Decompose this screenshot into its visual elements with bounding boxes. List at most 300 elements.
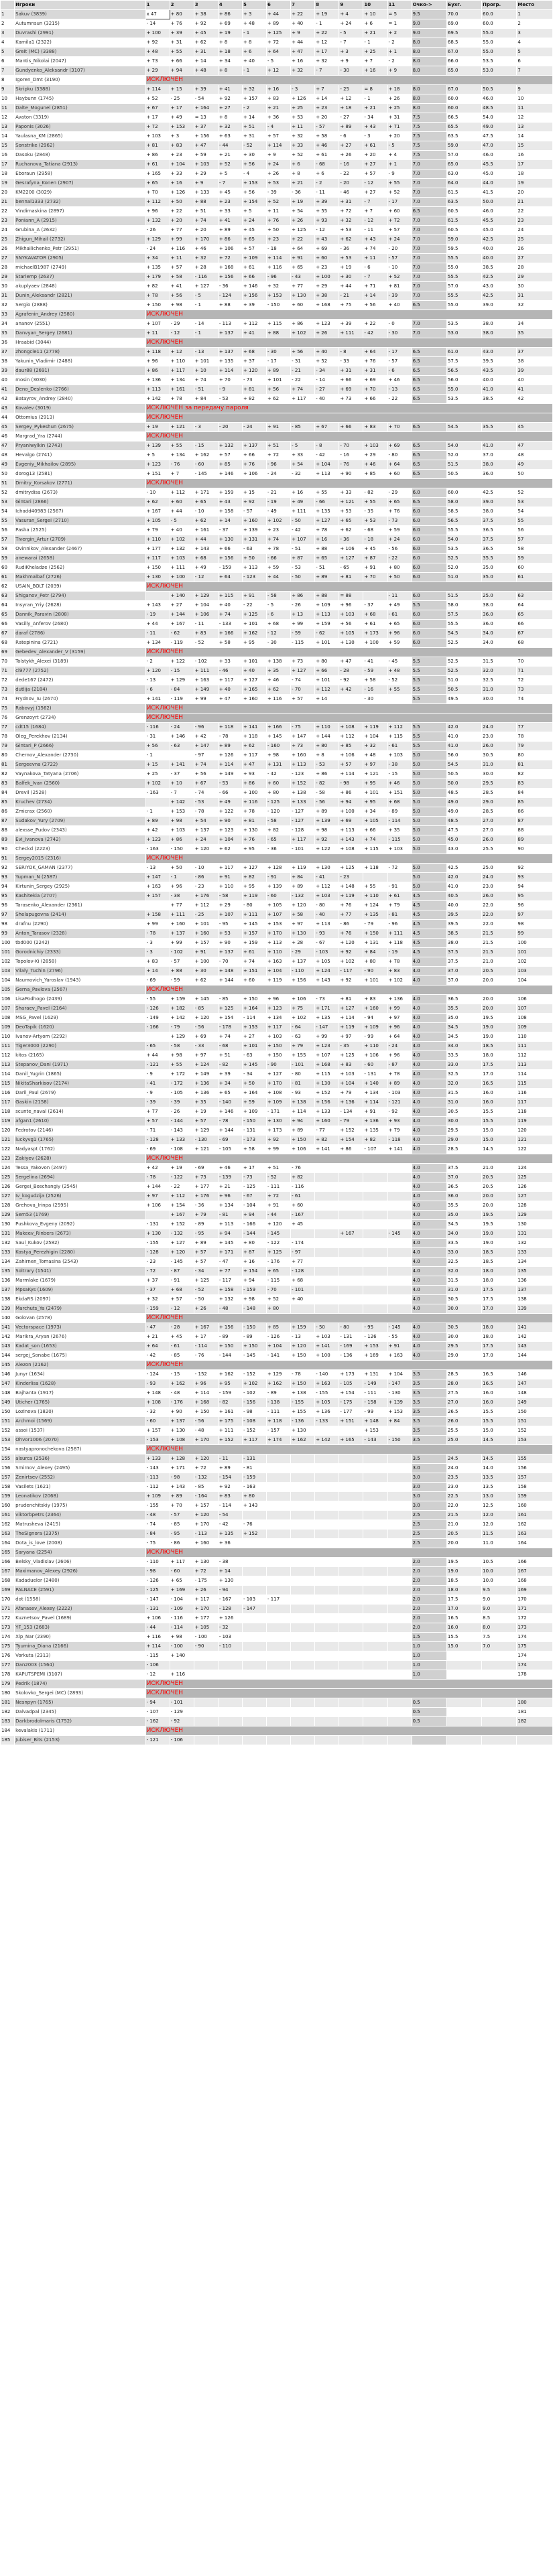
round-result[interactable]: + 130 [291,929,315,939]
round-result[interactable]: - 57 [170,1511,194,1520]
player-name-link[interactable]: anewarai (2658) [15,554,145,563]
round-result[interactable]: - 106 [145,1661,170,1670]
round-result[interactable]: + 148 [363,1417,387,1426]
round-result[interactable]: + 79 [339,1089,363,1098]
round-result[interactable]: - 13 [387,385,412,395]
round-result[interactable]: + 92 [194,19,218,29]
round-result[interactable]: + 113 [291,760,315,770]
round-result[interactable]: + 149 [218,770,242,779]
round-result[interactable]: + 57 [267,132,291,141]
player-name-link[interactable]: nastyapronochekova (2587) [15,1445,145,1454]
round-result[interactable] [339,1614,363,1623]
round-result[interactable]: - 91 [387,882,412,892]
round-result[interactable]: + 20 [387,132,412,141]
round-result[interactable]: + 64 [145,1342,170,1351]
round-result[interactable]: - 116 [145,723,170,732]
round-result[interactable] [387,1651,412,1661]
round-result[interactable]: - 12 [145,1670,170,1680]
round-result[interactable]: + 85 [363,470,387,479]
round-result[interactable] [339,1248,363,1258]
player-name-link[interactable]: RudiKheladze (2562) [15,563,145,573]
round-result[interactable]: - 11 [387,592,412,601]
round-result[interactable]: + 101 [242,620,266,629]
round-result[interactable] [363,873,387,882]
round-result[interactable] [291,1633,315,1642]
column-header[interactable]: Прогр. [482,1,517,10]
round-result[interactable]: + 98 [267,751,291,760]
round-result[interactable]: + 161 [170,385,194,395]
round-result[interactable]: + 70 [145,188,170,198]
round-result[interactable]: - 145 [242,1351,266,1361]
round-result[interactable]: - 103 [315,948,339,957]
round-result[interactable]: - 12 [363,179,387,188]
round-result[interactable]: + 31 [242,132,266,141]
column-header[interactable]: 6 [267,1,291,10]
round-result[interactable] [339,1304,363,1314]
player-name-link[interactable]: Sergeevna (2722) [15,760,145,770]
round-result[interactable]: - 1 [170,873,194,882]
round-result[interactable] [291,1501,315,1511]
round-result[interactable]: + 80 [315,742,339,751]
round-result[interactable]: + 137 [170,1417,194,1426]
round-result[interactable]: - 116 [194,273,218,282]
round-result[interactable]: - 152 [194,1370,218,1379]
round-result[interactable]: - 69 [145,976,170,986]
round-result[interactable]: + 157 [145,1426,170,1436]
round-result[interactable]: + 86 [170,835,194,845]
player-name-link[interactable]: Deno_Deslenko (2766) [15,385,145,395]
round-result[interactable] [339,1258,363,1267]
round-result[interactable]: + 134 [218,1201,242,1211]
player-name-link[interactable]: Makhmalbaf (2726) [15,573,145,582]
round-result[interactable]: + 56 [291,348,315,357]
round-result[interactable]: + 114 [339,1014,363,1023]
round-result[interactable]: + 111 [170,563,194,573]
round-result[interactable]: + 40 [387,301,412,310]
round-result[interactable]: + 90 [339,470,363,479]
round-result[interactable]: + 81 [145,141,170,151]
round-result[interactable]: - 27 [339,113,363,123]
player-name-link[interactable]: Autumnsun (3215) [15,19,145,29]
round-result[interactable]: + 146 [242,282,266,291]
round-result[interactable]: + 173 [267,1126,291,1136]
round-result[interactable]: + 43 [363,123,387,132]
round-result[interactable]: + 67 [194,779,218,789]
round-result[interactable]: + 151 [339,1417,363,1426]
round-result[interactable]: + 104 [315,460,339,470]
round-result[interactable] [194,1708,218,1717]
round-result[interactable]: + 129 [267,1370,291,1379]
round-result[interactable]: - 159 [218,563,242,573]
round-result[interactable]: + 147 [145,873,170,882]
round-result[interactable]: + 146 [218,1107,242,1117]
round-result[interactable]: + 153 [363,1426,387,1436]
round-result[interactable]: + 89 [291,1126,315,1136]
round-result[interactable]: - 80 [242,901,266,910]
round-result[interactable]: - 103 [242,1595,266,1605]
round-result[interactable] [267,1605,291,1614]
player-name-link[interactable]: Marmlake (1679) [15,1276,145,1286]
round-result[interactable]: - 125 [267,798,291,807]
round-result[interactable]: + 74 [267,535,291,545]
round-result[interactable]: - 20 [339,179,363,188]
round-result[interactable]: + 29 [315,282,339,291]
round-result[interactable]: + 76 [242,460,266,470]
round-result[interactable]: + 168 [194,1398,218,1408]
round-result[interactable]: + 168 [315,301,339,310]
round-result[interactable]: + 140 [170,592,194,601]
round-result[interactable]: + 111 [242,910,266,920]
round-result[interactable]: + 150 [145,563,170,573]
round-result[interactable]: + 53 [291,113,315,123]
round-result[interactable]: + 23 [170,151,194,160]
round-result[interactable] [387,1736,412,1745]
round-result[interactable] [291,1605,315,1614]
round-result[interactable]: - 36 [194,1201,218,1211]
round-result[interactable]: + 21 [363,104,387,113]
round-result[interactable]: + 69 [387,442,412,451]
round-result[interactable]: + 69 [194,1032,218,1042]
round-result[interactable]: - 133 [315,1417,339,1426]
round-result[interactable]: + 92 [339,948,363,957]
round-result[interactable]: + 74 [363,835,387,845]
round-result[interactable]: - 11 [363,226,387,235]
round-result[interactable]: - 113 [145,1473,170,1483]
player-name-link[interactable]: Dan2003 (1564) [15,1661,145,1670]
round-result[interactable]: - 6 [267,610,291,620]
round-result[interactable]: - 8 [339,348,363,357]
player-name-link[interactable]: Vilaly_Tuchin (2796) [15,967,145,976]
player-name-link[interactable]: Ohvor1006 (2070) [15,1436,145,1445]
round-result[interactable]: + 116 [242,798,266,807]
round-result[interactable] [267,1670,291,1680]
round-result[interactable]: + 81 [387,282,412,291]
round-result[interactable]: + 30 [339,273,363,282]
round-result[interactable]: + 114 [291,1107,315,1117]
round-result[interactable]: + 46 [363,460,387,470]
player-name-link[interactable]: Dota_is_love (2008) [15,1539,145,1548]
round-result[interactable]: + 8 [291,170,315,179]
round-result[interactable] [291,1661,315,1670]
round-result[interactable]: + 103 [339,610,363,620]
round-result[interactable] [339,1717,363,1726]
round-result[interactable]: + 143 [315,976,339,986]
round-result[interactable] [339,1501,363,1511]
round-result[interactable]: - 2 [387,57,412,66]
round-result[interactable]: - 70 [339,442,363,451]
round-result[interactable]: + 171 [218,1248,242,1258]
player-name-link[interactable]: Zakiyev (2628) [15,1154,145,1164]
round-result[interactable]: + 97 [363,760,387,770]
round-result[interactable]: - 173 [242,1136,266,1145]
round-result[interactable]: + 3 [242,10,266,19]
round-result[interactable]: + 91 [267,423,291,432]
round-result[interactable]: - 122 [170,1173,194,1182]
round-result[interactable]: - 67 [242,1192,266,1201]
round-result[interactable]: - 109 [170,1605,194,1614]
round-result[interactable]: - 50 [315,1323,339,1333]
round-result[interactable]: + 45 [242,226,266,235]
round-result[interactable]: - 89 [387,807,412,817]
player-name-link[interactable]: luckyvg1 (1765) [15,1136,145,1145]
player-name-link[interactable]: Kuznetsov_Pavel (1689) [15,1614,145,1623]
round-result[interactable]: + 127 [291,667,315,676]
round-result[interactable]: + 130 [267,1117,291,1126]
player-name-link[interactable]: Gintari_P (2666) [15,742,145,751]
round-result[interactable]: + 105 [315,957,339,967]
player-name-link[interactable]: Tarasenko_Alexander (2361) [15,901,145,910]
round-result[interactable]: + 167 [170,1211,194,1220]
round-result[interactable]: + 55 [170,1061,194,1070]
round-result[interactable]: + 44 [170,507,194,517]
round-result[interactable] [387,1473,412,1483]
round-result[interactable]: + 144 [170,610,194,620]
round-result[interactable]: - 131 [145,1220,170,1229]
round-result[interactable]: + 50 [242,1079,266,1089]
round-result[interactable]: + 86 [145,151,170,160]
round-result[interactable]: - 131 [339,1333,363,1342]
round-result[interactable]: - 124 [145,1370,170,1379]
round-result[interactable]: + 50 [170,198,194,207]
round-result[interactable]: + 135 [363,1126,387,1136]
round-result[interactable]: + 93 [315,216,339,226]
round-result[interactable]: - 80 [387,451,412,460]
round-result[interactable] [339,1286,363,1295]
round-result[interactable]: + 124 [194,1061,218,1070]
round-result[interactable]: + 117 [170,366,194,376]
round-result[interactable] [339,1164,363,1173]
round-result[interactable]: + 61 [145,160,170,170]
round-result[interactable]: + 120 [267,1220,291,1229]
round-result[interactable]: + 117 [242,751,266,760]
round-result[interactable] [363,1492,387,1501]
round-result[interactable]: + 102 [145,779,170,789]
round-result[interactable]: + 107 [315,1051,339,1061]
round-result[interactable]: - 12 [170,1304,194,1314]
player-name-link[interactable]: Ovinnikov_Alexander (2467) [15,545,145,554]
round-result[interactable] [194,1717,218,1726]
round-result[interactable]: + 23 [218,198,242,207]
round-result[interactable]: + 103 [315,892,339,901]
round-result[interactable]: + 170 [267,929,291,939]
round-result[interactable]: + 114 [194,1389,218,1398]
round-result[interactable]: + 107 [218,910,242,920]
round-result[interactable]: - 55 [387,1333,412,1342]
round-result[interactable]: + 54 [194,817,218,826]
round-result[interactable]: + 113 [315,920,339,929]
round-result[interactable]: - 133 [218,620,242,629]
round-result[interactable]: - 101 [291,845,315,854]
round-result[interactable]: + 80 [242,1239,266,1248]
round-result[interactable]: + 100 [194,957,218,967]
round-result[interactable]: + 81 [242,817,266,826]
player-name-link[interactable]: Shelapugovna (2414) [15,910,145,920]
round-result[interactable]: + 120 [339,939,363,948]
round-result[interactable]: + 132 [218,1295,242,1304]
round-result[interactable]: + 146 [170,732,194,742]
round-result[interactable]: - 114 [218,1501,242,1511]
round-result[interactable]: + 89 [315,573,339,582]
round-result[interactable]: + 75 [291,1004,315,1014]
round-result[interactable]: + 112 [387,723,412,732]
round-result[interactable]: + 26 [387,94,412,104]
round-result[interactable]: + 92 [145,38,170,48]
round-result[interactable]: + 9 [387,66,412,76]
round-result[interactable] [218,1698,242,1708]
round-result[interactable]: - 28 [170,1323,194,1333]
round-result[interactable]: + 165 [242,685,266,695]
round-result[interactable]: + 176 [194,1192,218,1201]
round-result[interactable]: - 92 [339,676,363,685]
round-result[interactable]: - 84 [170,685,194,695]
round-result[interactable]: - 114 [194,1342,218,1351]
round-result[interactable]: + 91 [267,1201,291,1211]
round-result[interactable]: - 131 [242,1454,266,1464]
round-result[interactable]: - 69 [218,1136,242,1145]
round-result[interactable]: - 63 [242,1051,266,1061]
round-result[interactable]: - 107 [363,1145,387,1154]
round-result[interactable]: - 49 [267,507,291,517]
round-result[interactable]: - 169 [339,1342,363,1351]
round-result[interactable]: - 108 [242,1417,266,1426]
round-result[interactable]: - 131 [145,1605,170,1614]
round-result[interactable]: + 119 [291,864,315,873]
player-name-link[interactable]: Soltrary (1541) [15,1267,145,1276]
round-result[interactable]: + 83 [145,957,170,967]
round-result[interactable] [291,1511,315,1520]
round-result[interactable] [339,1539,363,1548]
round-result[interactable]: - 97 [194,751,218,760]
round-result[interactable]: - 95 [218,920,242,929]
round-result[interactable]: + 135 [145,263,170,273]
round-result[interactable]: + 85 [339,742,363,751]
round-result[interactable]: - 166 [145,1023,170,1032]
round-result[interactable]: + 69 [218,19,242,29]
round-result[interactable]: + 123 [145,835,170,845]
round-result[interactable] [363,1567,387,1576]
round-result[interactable]: + 141 [170,760,194,770]
round-result[interactable] [387,1492,412,1501]
player-name-link[interactable]: Checkd (2223) [15,845,145,854]
round-result[interactable]: - 145 [387,1323,412,1333]
player-name-link[interactable]: Saul_Kukov (2582) [15,1239,145,1248]
round-result[interactable] [339,1567,363,1576]
round-result[interactable]: - 48 [194,1426,218,1436]
round-result[interactable]: - 41 [363,657,387,667]
round-result[interactable]: - 80 [315,901,339,910]
round-result[interactable] [339,1492,363,1501]
round-result[interactable]: + 133 [170,1136,194,1145]
round-result[interactable]: - 60 [267,892,291,901]
round-result[interactable]: - 39 [145,1098,170,1107]
round-result[interactable]: - 128 [145,1248,170,1258]
player-name-link[interactable]: dutlija (2184) [15,685,145,695]
round-result[interactable]: - 86 [194,873,218,882]
round-result[interactable]: - 98 [339,779,363,789]
round-result[interactable]: - 79 [339,1117,363,1126]
round-result[interactable]: - 22 [170,1182,194,1192]
round-result[interactable]: + 16 [242,1258,266,1267]
round-result[interactable] [339,1267,363,1276]
player-name-link[interactable]: Iv_kogudzija (2526) [15,1192,145,1201]
round-result[interactable]: + 114 [218,366,242,376]
round-result[interactable]: - 17 [267,357,291,366]
round-result[interactable]: + 79 [194,1211,218,1220]
round-result[interactable]: - 117 [218,1276,242,1286]
round-result[interactable]: + 59 [242,1098,266,1107]
round-result[interactable]: - 108 [170,1145,194,1154]
round-result[interactable]: - 116 [170,1614,194,1623]
round-result[interactable]: - 13 [194,348,218,357]
round-result[interactable]: - 22 [387,554,412,563]
round-result[interactable] [387,1276,412,1286]
round-result[interactable] [363,1276,387,1286]
round-result[interactable]: - 22 [339,170,363,179]
round-result[interactable] [387,1220,412,1229]
round-result[interactable]: + 148 [339,882,363,892]
round-result[interactable]: + 162 [170,1379,194,1389]
round-result[interactable]: - 162 [145,1717,170,1726]
round-result[interactable]: - 127 [291,817,315,826]
round-result[interactable]: + 105 [339,629,363,638]
round-result[interactable]: + 134 [170,451,194,460]
round-result[interactable]: + 144 [218,976,242,986]
round-result[interactable]: + 157 [194,1501,218,1511]
round-result[interactable]: - 150 [242,1323,266,1333]
round-result[interactable]: + 152 [339,1126,363,1136]
round-result[interactable] [242,1614,266,1623]
round-result[interactable] [387,1182,412,1192]
round-result[interactable]: + 98 [170,301,194,310]
round-result[interactable]: + 99 [387,1004,412,1014]
round-result[interactable]: + 63 [218,132,242,141]
round-result[interactable]: - 85 [218,995,242,1004]
round-result[interactable]: + 143 [170,1483,194,1492]
round-result[interactable]: + 104 [218,835,242,845]
player-name-link[interactable]: Matrusheva (2415) [15,1520,145,1530]
round-result[interactable]: + 151 [145,470,170,479]
player-name-link[interactable]: Tessa_Yakovon (2497) [15,1164,145,1173]
round-result[interactable]: - 28 [339,667,363,676]
round-result[interactable] [315,1201,339,1211]
round-result[interactable] [315,1426,339,1436]
round-result[interactable]: + 139 [387,1398,412,1408]
round-result[interactable]: + 153 [242,1023,266,1032]
player-name-link[interactable]: mosin (3030) [15,376,145,385]
round-result[interactable]: - 155 [315,1389,339,1398]
round-result[interactable]: + 78 [387,1070,412,1079]
round-result[interactable]: - 57 [387,357,412,366]
round-result[interactable]: + 7 [363,57,387,66]
round-result[interactable]: - 82 [218,1061,242,1070]
round-result[interactable]: + 60 [170,498,194,507]
player-name-link[interactable]: Balfek_Ivan (2560) [15,779,145,789]
player-name-link[interactable]: MpsaKys (1609) [15,1286,145,1295]
round-result[interactable]: + 53 [339,226,363,235]
round-result[interactable]: - 111 [363,1389,387,1398]
round-result[interactable]: + 41 [218,85,242,94]
round-result[interactable] [363,1211,387,1220]
round-result[interactable]: + 29 [194,170,218,179]
round-result[interactable]: + 34 [363,807,387,817]
round-result[interactable]: + 111 [387,929,412,939]
round-result[interactable]: + 6 [242,48,266,57]
round-result[interactable]: + 62 [194,38,218,48]
round-result[interactable]: + 31 [363,366,387,376]
player-name-link[interactable]: kitos (2165) [15,1051,145,1061]
round-result[interactable] [363,1192,387,1201]
player-name-link[interactable]: SERIYOK_GAMAN (2377) [15,864,145,873]
